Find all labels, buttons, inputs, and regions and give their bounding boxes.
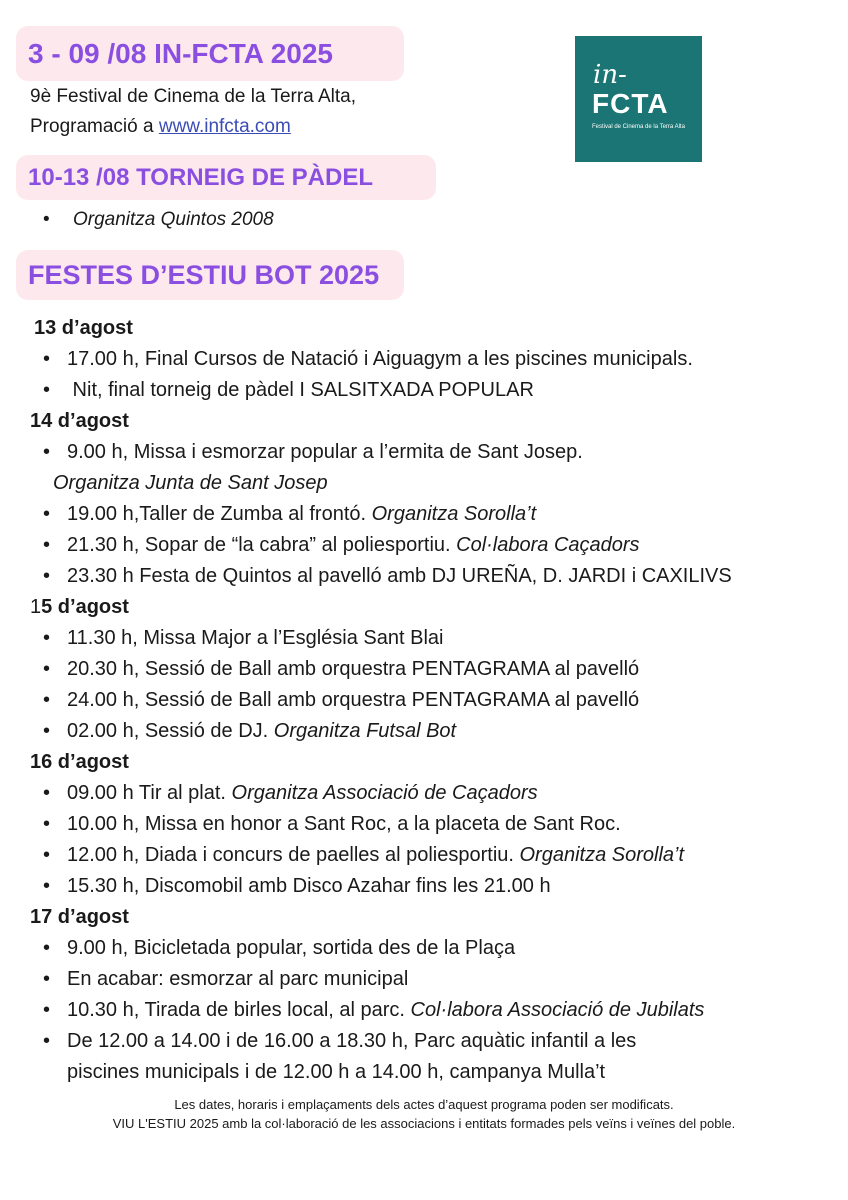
bullet: •	[43, 1030, 51, 1052]
bullet: •	[43, 441, 51, 463]
item-text: 24.00 h, Sessió de Ball amb orquestra PENTAGRAMA al pavelló	[67, 689, 640, 711]
list-item	[0, 995, 848, 1026]
list-item	[0, 437, 848, 468]
bullet: •	[43, 875, 51, 897]
list-item	[0, 809, 848, 840]
list-item	[0, 499, 848, 530]
item-text: 12.00 h, Diada i concurs de paelles al poliesportiu.	[67, 844, 520, 866]
day-rest: 5 d’agost	[41, 596, 129, 618]
item-organizer: Organitza Futsal Bot	[273, 720, 457, 742]
programme-line	[30, 116, 291, 138]
infcta-logo	[575, 36, 702, 162]
footer-disclaimer: Les dates, horaris i emplaçaments dels actes d’aquest programa poden ser modificats.	[174, 1097, 674, 1112]
bullet: •	[43, 968, 51, 990]
item-text: 23.30 h Festa de Quintos al pavelló amb DJ UREÑA, D. JARDI i CAXILIVS	[67, 565, 732, 587]
bullet: •	[43, 937, 51, 959]
item-text: Nit, final torneig de pàdel I SALSITXADA POPULAR	[67, 379, 534, 401]
list-item	[0, 778, 848, 809]
list-item	[0, 375, 848, 406]
list-item	[0, 530, 848, 561]
list-item	[0, 561, 848, 592]
bullet: •	[43, 534, 51, 556]
event2-title: 10-13 /08 TORNEIG DE PÀDEL	[16, 155, 436, 200]
event1-title: 3 - 09 /08 IN-FCTA 2025	[16, 26, 404, 81]
bullet: •	[43, 689, 51, 711]
footer-credits: VIU L'ESTIU 2025 amb la col·laboració de les associacions i entitats formades pels veïns i veïnes del poble.	[112, 1116, 736, 1131]
programme-prefix: Programació a	[30, 116, 159, 137]
website-link[interactable]: www.infcta.com	[158, 116, 291, 137]
event2-organizer-text: Organitza Quintos 2008	[73, 209, 274, 230]
festes-title: FESTES D’ESTIU BOT 2025	[16, 250, 404, 300]
day-heading-15	[0, 592, 848, 623]
bullet: •	[43, 813, 51, 835]
festival-description: 9è Festival de Cinema de la Terra Alta,	[30, 86, 356, 107]
item-organizer: Organitza Associació de Caçadors	[231, 782, 538, 804]
bullet: •	[43, 379, 51, 401]
day-digit: 1	[30, 596, 42, 618]
bullet: •	[43, 565, 51, 587]
list-item	[0, 623, 848, 654]
logo-subtitle: Festival de Cinema de la Terra Alta	[592, 124, 685, 130]
list-item	[0, 840, 848, 871]
bullet: •	[43, 348, 51, 370]
day-heading-17: 17 d’agost	[30, 906, 129, 928]
festes-schedule	[0, 313, 848, 1088]
bullet: •	[43, 503, 51, 525]
item-text: De 12.00 a 14.00 i de 16.00 a 18.30 h, Parc aquàtic infantil a les	[67, 1030, 637, 1052]
list-item	[0, 1026, 848, 1088]
item-text: 19.00 h,Taller de Zumba al frontó.	[67, 503, 372, 525]
logo-top-text: in-	[593, 60, 627, 90]
item-text-continued: piscines municipals i de 12.00 h a 14.00 h, campanya Mulla’t	[67, 1061, 606, 1083]
day-heading-14: 14 d’agost	[30, 410, 129, 432]
item-organizer: Col·labora Associació de Jubilats	[410, 999, 705, 1021]
item-text: 02.00 h, Sessió de DJ.	[67, 720, 274, 742]
item-text: 10.30 h, Tirada de birles local, al parc.	[67, 999, 411, 1021]
day-heading-13: 13 d’agost	[34, 317, 133, 339]
item-organizer: Organitza Junta de Sant Josep	[53, 472, 328, 494]
bullet: •	[43, 658, 51, 680]
item-text: 20.30 h, Sessió de Ball amb orquestra PENTAGRAMA al pavelló	[67, 658, 640, 680]
item-text: 21.30 h, Sopar de “la cabra” al poliesportiu.	[67, 534, 457, 556]
item-organizer: Col·labora Caçadors	[456, 534, 640, 556]
item-text: 10.00 h, Missa en honor a Sant Roc, a la placeta de Sant Roc.	[67, 813, 621, 835]
day-heading-16: 16 d’agost	[30, 751, 129, 773]
bullet: •	[43, 627, 51, 649]
list-item	[0, 716, 848, 747]
item-text: 11.30 h, Missa Major a l’Església Sant Blai	[67, 627, 444, 649]
bullet: •	[43, 720, 51, 742]
item-text: 15.30 h, Discomobil amb Disco Azahar fins les 21.00 h	[67, 875, 551, 897]
item-organizer: Organitza Sorolla’t	[371, 503, 537, 525]
item-organizer: Organitza Sorolla’t	[519, 844, 685, 866]
item-text: 9.00 h, Bicicletada popular, sortida des de la Plaça	[67, 937, 516, 959]
item-text: 17.00 h, Final Cursos de Natació i Aiguagym a les piscines municipals.	[67, 348, 693, 370]
list-item	[0, 654, 848, 685]
list-item	[0, 964, 848, 995]
bullet: •	[43, 999, 51, 1021]
list-item	[0, 933, 848, 964]
logo-main-text: FCTA	[592, 88, 669, 119]
item-text: 09.00 h Tir al plat.	[67, 782, 232, 804]
bullet: •	[43, 844, 51, 866]
item-text: En acabar: esmorzar al parc municipal	[67, 968, 409, 990]
list-item	[0, 685, 848, 716]
list-item	[0, 344, 848, 375]
item-text: 9.00 h, Missa i esmorzar popular a l’ermita de Sant Josep.	[67, 441, 583, 463]
list-item	[0, 871, 848, 902]
bullet: •	[43, 209, 50, 230]
bullet: •	[43, 782, 51, 804]
